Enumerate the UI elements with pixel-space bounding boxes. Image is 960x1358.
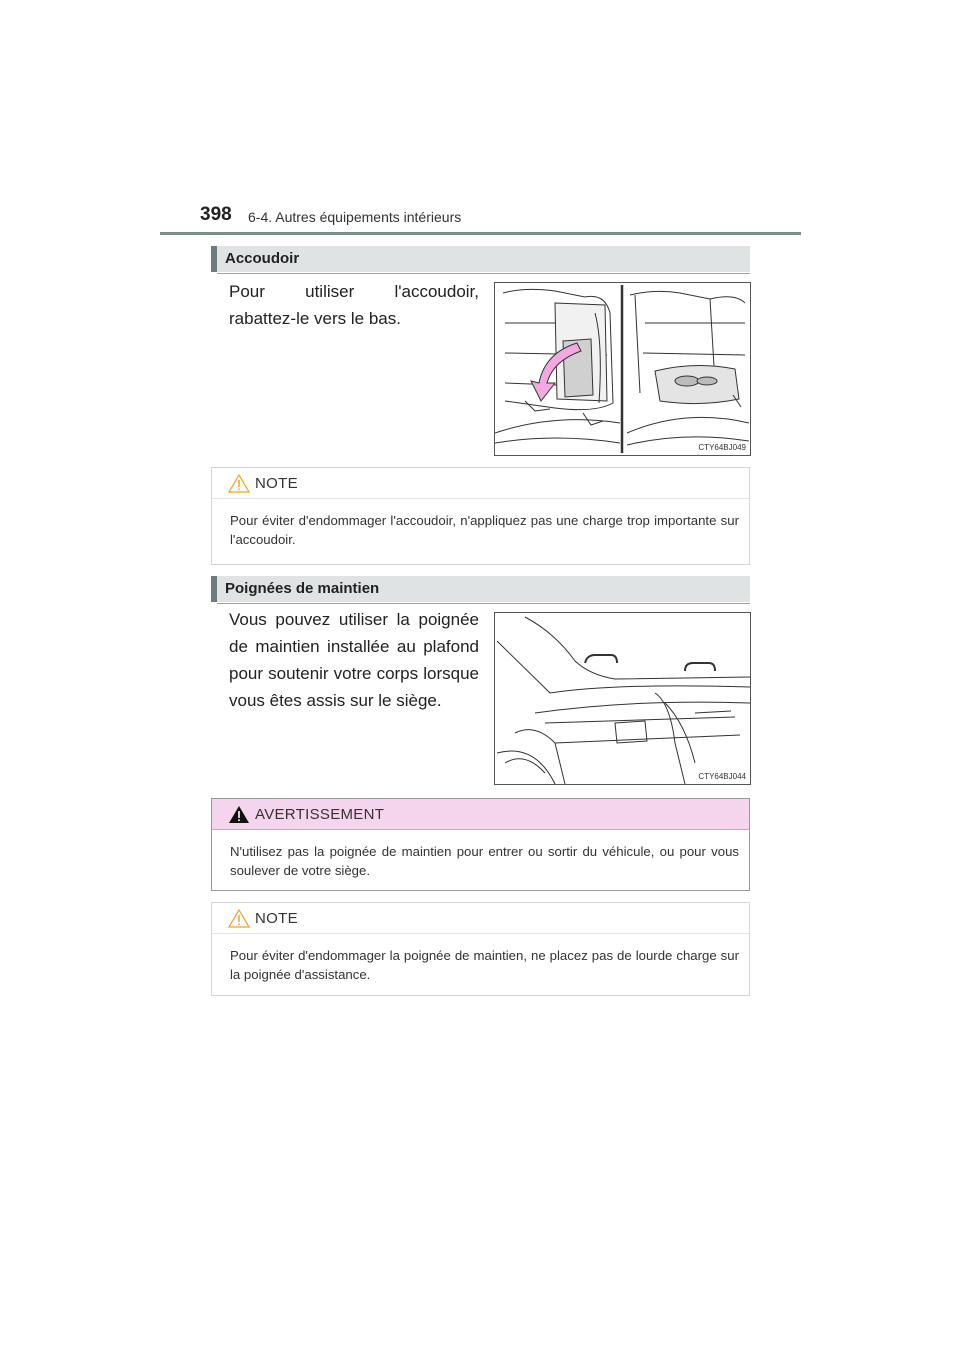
note-text: Pour éviter d'endommager la poignée de maintien, ne placez pas de lourde charge sur la poignée d'assistance. — [230, 948, 739, 982]
caution-triangle-icon — [228, 909, 250, 928]
note-label: NOTE — [255, 475, 298, 492]
section-heading-armrest: Accoudoir — [211, 246, 750, 272]
warning-text: N'utilisez pas la poignée de maintien pour entrer ou sortir du véhicule, ou pour vous soulever de votre siège. — [230, 844, 739, 878]
warning-label: AVERTISSEMENT — [255, 806, 385, 823]
warning-triangle-icon — [228, 805, 250, 824]
grab-handle-drawing — [495, 613, 750, 784]
note-text: Pour éviter d'endommager l'accoudoir, n'appliquez pas une charge trop importante sur l'accoudoir. — [230, 513, 739, 547]
warning-box — [211, 798, 750, 891]
section-heading-grab-handles: Poignées de maintien — [211, 576, 750, 602]
armrest-text: Pour utiliser l'accoudoir, rabattez-le vers le bas. — [229, 282, 479, 328]
running-title: 6-4. Autres équipements intérieurs — [248, 209, 462, 225]
note-box — [211, 467, 750, 565]
figure-code: CTY64BJ044 — [698, 772, 746, 781]
grab-handle-illustration — [494, 612, 751, 785]
grab-handles-text: Vous pouvez utiliser la poignée de maintien installée au plafond pour soutenir votre corps lorsque vous êtes assis sur le siège. — [229, 610, 479, 710]
figure-code: CTY64BJ049 — [698, 443, 746, 452]
note-header — [212, 468, 749, 499]
page-number: 398 — [200, 204, 232, 225]
armrest-illustration — [494, 282, 751, 456]
warning-header — [212, 799, 749, 830]
note-box — [211, 902, 750, 996]
armrest-drawing — [495, 283, 750, 455]
note-label: NOTE — [255, 910, 298, 927]
caution-triangle-icon — [228, 474, 250, 493]
note-header — [212, 903, 749, 934]
header-rule — [160, 232, 801, 235]
